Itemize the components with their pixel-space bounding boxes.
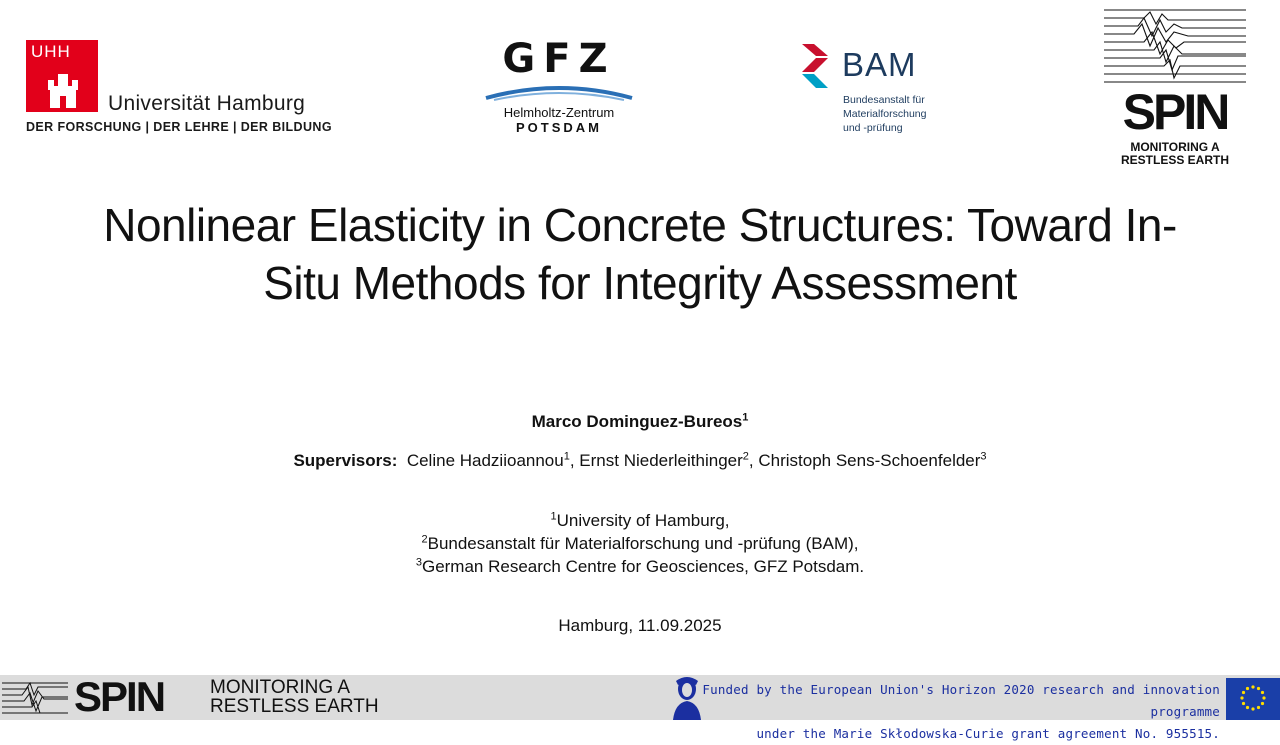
gfz-letters: GFZ — [502, 36, 616, 82]
supervisor-sup: 2 — [742, 450, 749, 463]
footer-spin-word: SPIN — [74, 673, 165, 720]
supervisor-name: Christoph Sens-Schoenfelder — [758, 451, 981, 470]
uhh-mark-text: UHH — [31, 42, 71, 61]
place-date: Hamburg, 11.09.2025 — [558, 616, 722, 635]
gfz-arc-icon — [484, 80, 634, 102]
uhh-logo — [26, 40, 332, 140]
supervisor-sup: 3 — [980, 450, 987, 463]
gfz-line2: POTSDAM — [516, 120, 602, 135]
spin-word: SPIN — [1122, 84, 1228, 140]
spin-logo — [1104, 6, 1246, 168]
affiliations — [0, 509, 1280, 578]
footer-bar — [0, 673, 1280, 741]
bam-logo — [800, 42, 960, 137]
affiliation-text: University of Hamburg, — [556, 511, 730, 530]
author-name: Marco Dominguez-Bureos — [531, 412, 743, 431]
funding-text: Funded by the European Union's Horizon 2020 research and innovation programme under the Marie Skłodowska-Curie grant agreement No. 955515. — [702, 682, 1220, 741]
slide-title: Nonlinear Elasticity in Concrete Structures: Toward In-Situ Methods for Integrity Assessment — [103, 199, 1177, 309]
bam-subtitle: Bundesanstalt für Materialforschung und -prüfung — [843, 94, 927, 134]
castle-icon — [48, 74, 78, 108]
uhh-tagline: DER FORSCHUNG | DER LEHRE | DER BILDUNG — [26, 120, 332, 134]
supervisor-name: Celine Hadziioannou — [406, 451, 564, 470]
author-sup: 1 — [742, 411, 749, 424]
uhh-emblem-icon — [26, 40, 98, 112]
affiliation-line — [0, 532, 1280, 555]
bam-chevron-icon — [800, 44, 830, 90]
gfz-line1: Helmholtz-Zentrum — [503, 105, 615, 120]
supervisor-sup: 1 — [563, 450, 570, 463]
seismogram-icon — [2, 679, 68, 717]
spin-tagline: MONITORING A RESTLESS EARTH — [1120, 140, 1229, 167]
affiliation-text: Bundesanstalt für Materialforschung und -prüfung (BAM), — [427, 534, 859, 553]
affiliation-sup: 2 — [421, 533, 428, 546]
affiliation-line — [0, 555, 1280, 578]
bam-name: BAM — [842, 46, 917, 83]
uhh-name: Universität Hamburg — [108, 92, 306, 115]
gfz-logo — [484, 36, 634, 140]
affiliation-text: German Research Centre for Geosciences, GFZ Potsdam. — [421, 557, 865, 576]
eu-flag-icon — [1226, 678, 1280, 720]
seismogram-icon — [1104, 6, 1246, 84]
supervisors-label: Supervisors: — [293, 451, 398, 470]
affiliation-sup: 1 — [550, 510, 557, 523]
supervisor-name: Ernst Niederleithinger — [579, 451, 743, 470]
footer-tagline: MONITORING A RESTLESS EARTH — [210, 677, 379, 717]
eu-stars-icon — [1226, 678, 1280, 720]
author — [0, 412, 1280, 432]
supervisors: Supervisors: Celine Hadziioannou$^1$, Ernst Niederleithinger$^2$, Christoph Sens-Schoenfelder$^3$ — [293, 450, 987, 470]
affiliation-line — [0, 509, 1280, 532]
affiliation-sup: 3 — [415, 556, 422, 569]
